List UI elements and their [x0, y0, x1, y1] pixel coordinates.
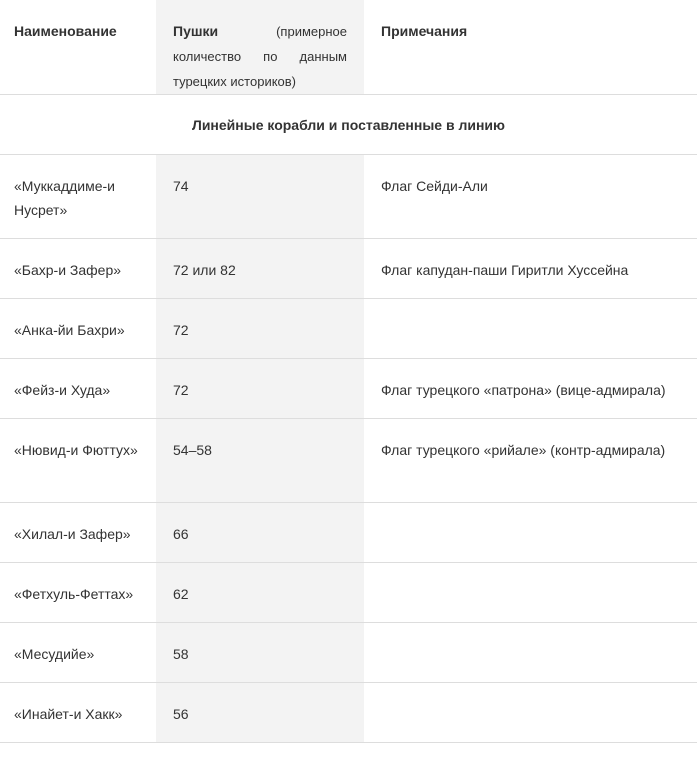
- ship-guns: 54–58: [156, 419, 364, 503]
- table-row: [0, 683, 697, 743]
- ship-name: «Фетхуль-Феттах»: [0, 563, 156, 623]
- table-row: [0, 359, 697, 419]
- ship-note: [364, 503, 697, 563]
- ship-note: [364, 683, 697, 743]
- ship-note: [364, 623, 697, 683]
- section-title: Линейные корабли и поставленные в линию: [0, 95, 697, 155]
- ship-name: «Анка-йи Бахри»: [0, 299, 156, 359]
- header-name: Наименование: [0, 0, 156, 95]
- table-row: [0, 299, 697, 359]
- ship-name: «Бахр-и Зафер»: [0, 239, 156, 299]
- ship-guns: 62: [156, 563, 364, 623]
- ship-guns: 58: [156, 623, 364, 683]
- ship-name: «Нювид-и Фюттух»: [0, 419, 156, 503]
- ship-name: «Месудийе»: [0, 623, 156, 683]
- ship-guns: 56: [156, 683, 364, 743]
- ship-guns: 72: [156, 359, 364, 419]
- table-row: [0, 239, 697, 299]
- ship-guns: 74: [156, 155, 364, 239]
- ship-note: Флаг турецкого «рийале» (контр-адмирала): [364, 419, 697, 503]
- ship-guns: 66: [156, 503, 364, 563]
- ship-guns: 72 или 82: [156, 239, 364, 299]
- header-guns: [156, 0, 364, 95]
- table-row: [0, 623, 697, 683]
- ship-note: Флаг Сейди-Али: [364, 155, 697, 239]
- ship-name: «Хилал-и Зафер»: [0, 503, 156, 563]
- table-row: [0, 503, 697, 563]
- ship-guns: 72: [156, 299, 364, 359]
- ship-note: [364, 563, 697, 623]
- section-row: [0, 95, 697, 155]
- header-guns-note: (примерное количество по данным турецких историков): [173, 24, 347, 89]
- header-notes: Примечания: [364, 0, 697, 95]
- header-guns-label: Пушки: [173, 23, 219, 39]
- ship-name: «Муккаддиме-и Нусрет»: [0, 155, 156, 239]
- ship-name: «Фейз-и Худа»: [0, 359, 156, 419]
- table-row: [0, 419, 697, 503]
- ship-note: Флаг капудан-паши Гиритли Хуссейна: [364, 239, 697, 299]
- table-row: [0, 155, 697, 239]
- ship-note: Флаг турецкого «патрона» (вице-адмирала): [364, 359, 697, 419]
- ship-name: «Инайет-и Хакк»: [0, 683, 156, 743]
- table-row: [0, 563, 697, 623]
- ship-note: [364, 299, 697, 359]
- table-header-row: [0, 0, 697, 95]
